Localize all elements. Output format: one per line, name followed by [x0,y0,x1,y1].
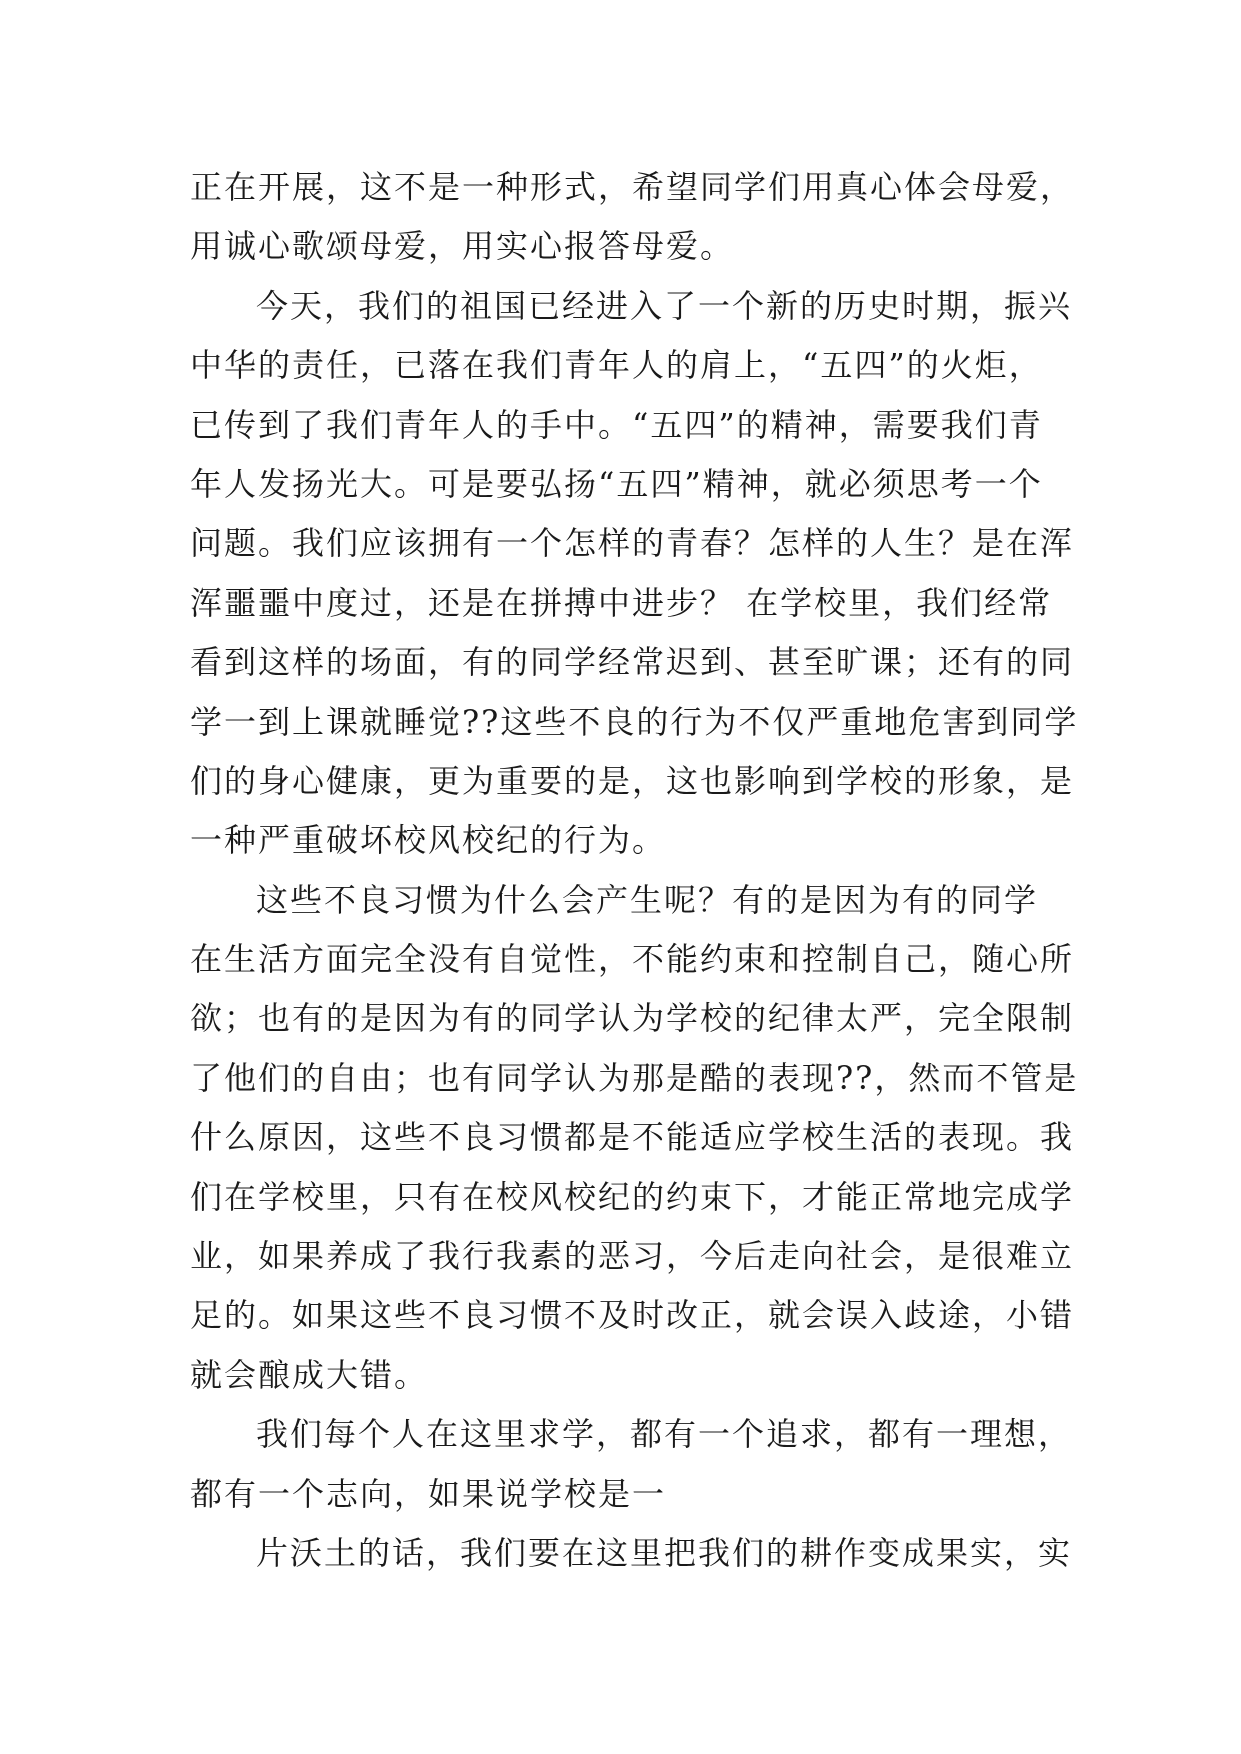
text-line: 欲；也有的是因为有的同学认为学校的纪律太严，完全限制 [190,999,1075,1038]
text-line: 一种严重破坏校风校纪的行为。 [190,821,667,860]
text-line: 中华的责任，已落在我们青年人的肩上，“五四”的火炬， [190,346,1043,385]
text-line: 们在学校里，只有在校风校纪的约束下，才能正常地完成学 [190,1177,1075,1216]
text-line: 都有一个志向，如果说学校是一 [190,1474,667,1513]
text-line: 年人发扬光大。可是要弘扬“五四”精神，就必须思考一个 [190,464,1043,503]
text-line: 在生活方面完全没有自觉性，不能约束和控制自己，随心所 [190,940,1075,979]
text-line: 业，如果养成了我行我素的恶习，今后走向社会，是很难立 [190,1237,1075,1276]
text-line: 正在开展，这不是一种形式，希望同学们用真心体会母爱， [190,168,1075,206]
paragraph-first-line: 这些不良习惯为什么会产生呢？有的是因为有的同学 [256,880,1039,919]
text-line: 学一到上课就睡觉??这些不良的行为不仅严重地危害到同学 [190,702,1079,741]
text-line: 们的身心健康，更为重要的是，这也影响到学校的形象，是 [190,761,1075,800]
text-line: 浑噩噩中度过，还是在拼搏中进步？ 在学校里，我们经常 [190,583,1053,622]
text-line: 用诚心歌颂母爱，用实心报答母爱。 [190,227,735,266]
text-line: 问题。我们应该拥有一个怎样的青春？怎样的人生？是在浑 [190,524,1075,563]
text-line: 已传到了我们青年人的手中。“五四”的精神，需要我们青 [190,405,1043,444]
text-line: 足的。如果这些不良习惯不及时改正，就会误入歧途，小错 [190,1296,1075,1335]
paragraph-first-line: 我们每个人在这里求学，都有一个追求，都有一理想， [256,1415,1073,1454]
text-line: 就会酿成大错。 [190,1355,429,1394]
paragraph-first-line: 今天，我们的祖国已经进入了一个新的历史时期，振兴 [256,286,1073,325]
body-text [190,158,1079,1583]
text-line: 什么原因，这些不良习惯都是不能适应学校生活的表现。我 [190,1118,1075,1157]
text-line: 了他们的自由；也有同学认为那是酷的表现??，然而不管是 [190,1058,1079,1097]
paragraph-first-line: 片沃土的话，我们要在这里把我们的耕作变成果实，实 [256,1533,1073,1572]
text-line: 看到这样的场面，有的同学经常迟到、甚至旷课；还有的同 [190,643,1075,682]
